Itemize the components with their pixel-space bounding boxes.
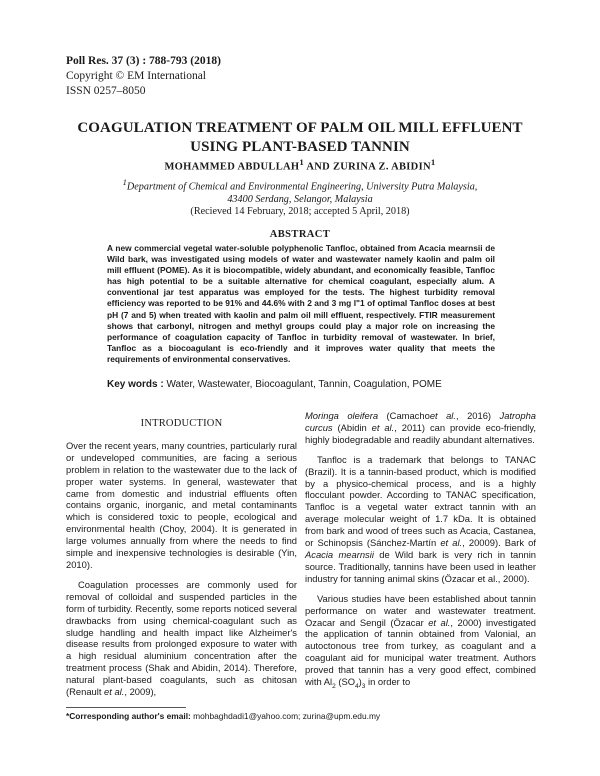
author-1-affil-mark: 1 xyxy=(299,157,305,167)
footnote-divider xyxy=(66,707,186,708)
footnote-emails: mohbaghdadi1@yahoo.com; zurina@upm.edu.my xyxy=(190,711,381,721)
keywords xyxy=(107,379,527,390)
right-column xyxy=(305,410,536,693)
right-p2-c: (SO xyxy=(335,676,356,688)
affiliation-line-1: Department of Chemical and Environmental Engineering, University Putra Malaysia, xyxy=(126,181,478,193)
right-p2-sub-3: 3 xyxy=(361,682,366,690)
right-p0-etal-2: et al. xyxy=(371,421,395,433)
right-p0-etal-1: et al. xyxy=(429,410,456,421)
keywords-text: Water, Wastewater, Biocoagulant, Tannin, Coagulation, POME xyxy=(166,379,442,390)
right-paragraph-1 xyxy=(305,454,536,585)
right-p2-b: , 2000) investigated the application of tannin obtained from Valonial, an autoctonous tree from turkey, as coagulant and a coagulant aid for municipal water treatment. Authors proved that tannin has a very good effect, combined with Al xyxy=(305,616,537,688)
author-2: ZURINA Z. ABIDIN xyxy=(332,161,431,173)
right-p2-d: ) xyxy=(358,676,362,688)
right-paragraph-0 xyxy=(305,410,536,446)
affiliation-mark: 1 xyxy=(122,177,127,187)
affiliation xyxy=(90,176,510,206)
introduction-heading: INTRODUCTION xyxy=(140,418,223,429)
species-jatropha: Jatropha curcus xyxy=(305,410,536,433)
right-p2-sub-1: 2 xyxy=(332,682,336,690)
intro-paragraph-2 xyxy=(66,579,297,698)
intro-p2-text: Coagulation processes are commonly used for removal of colloidal and suspended particles in the form of turbidity. Recently, some reports noticed several drawbacks from using chemical-coagulant such as sludge handling and health impact like Alzheimer's disease results from prolonged exposure to water with a high residual aluminium concentration after the treatment process (Shak and Abidin, 2014). Therefore, natural plant-based coagulants, such as chitosan (Renault xyxy=(66,578,297,698)
title-line-2: USING PLANT-BASED TANNIN xyxy=(190,139,410,155)
right-p0-c: (Abidin xyxy=(332,421,372,433)
species-acacia: Acacia mearnsii xyxy=(305,548,374,560)
author-list xyxy=(40,157,560,173)
author-1: MOHAMMED ABDULLAH xyxy=(164,161,300,173)
affiliation-line-2: 43400 Serdang, Selangor, Malaysia xyxy=(227,194,373,206)
issn-line: ISSN 0257–8050 xyxy=(66,85,146,97)
intro-paragraph-1: Over the recent years, many countries, particularly rural or undeveloped communities, are facing a serious problem in relation to the wastewater due to the lack of proper water systems. In general, wastewater that came from domestic and industrial effluents often contains organic, inorganic, and metal contaminants which is considered toxic to people, ecological and environmental health (Choy, 2004). It is generated in large volumes annually from where the needs to find simple and inexpensive technologies is desirable (Yin, 2010). xyxy=(66,439,297,570)
right-p2-sub-2: 4 xyxy=(355,682,359,690)
left-column xyxy=(66,418,297,698)
right-p1-etal: et al. xyxy=(440,537,463,549)
author-2-affil-mark: 1 xyxy=(430,157,436,167)
journal-header xyxy=(66,54,221,99)
copyright-line: Copyright © EM International xyxy=(66,70,207,82)
right-p0-d: , 2011) can provide eco-friendly, highly biodegradable and readily abundant alternatives. xyxy=(305,421,536,445)
right-p2-etal: et al. xyxy=(428,616,451,628)
footnote xyxy=(66,711,546,721)
right-p1-a: Tanfloc is a trademark that belongs to TANAC (Brazil). It is a tannin-based product, which is modified by a physico-chemical process, and is a highly flocculant powder. According to TANAC specification, Tanfloc is a vegetal water extract tannin with an average molecular weight of 1.7 kDa. It is obtained from bark and wood of trees such as Acacia, Castanea, or Schinopsis (Sánchez-Martín xyxy=(305,453,536,549)
author-and: AND xyxy=(304,161,333,173)
right-p2-a: Various studies have been established about tannin performance on water and wastewater treatment. Ozacar and Sengil (Özacar xyxy=(305,592,536,628)
intro-p2-etal: et al. xyxy=(104,686,125,698)
right-p1-b: , 20009). Bark of xyxy=(462,537,536,549)
right-p0-b: , 2016) xyxy=(456,410,500,421)
footnote-label: *Corresponding author's email: xyxy=(66,711,191,721)
keywords-label: Key words : xyxy=(107,379,167,390)
journal-reference: Poll Res. 37 (3) : 788-793 (2018) xyxy=(66,55,221,67)
right-p2-e: in order to xyxy=(365,676,411,688)
right-paragraph-2 xyxy=(305,593,536,693)
species-moringa: Moringa oleifera xyxy=(305,410,379,421)
received-dates: (Recieved 14 February, 2018; accepted 5 April, 2018) xyxy=(190,206,410,217)
right-p0-a: (Camacho xyxy=(378,410,430,421)
title-line-1: COAGULATION TREATMENT OF PALM OIL MILL EFFLUENT xyxy=(77,120,523,136)
paper-title xyxy=(40,119,560,157)
right-p1-c: de Wild bark is very rich in tannin source. Traditionally, tannins have been used in leather industry for tanning animal skins (Özacar et al., 2000). xyxy=(305,548,536,584)
abstract-text: A new commercial vegetal water-soluble polyphenolic Tanfloc, obtained from Acacia mearnsii de Wild bark, was investigated using models of water and wastewater namely kaolin and palm oil mill effluent (POME). As it is biocompatible, widely abundant, and economically feasible, Tanfloc has high potential to be a suitable alternative for chemical coagulant, especially alum. A conventional jar test apparatus was employed for the tests. The highest turbidity removal efficiency was reported to be 91% and 44.6% with 2 and 3 mg l"1 of optimal Tanfloc doses at best pH (7 and 5) when treated with kaolin and palm oil mill effluent, respectively. FTIR measurement shows that carbonyl, nitrogen and methyl groups could play a major role on increasing the performance of coagulation capacity of Tanfloc in turbidity removal of wastewater. In brief, Tanfloc as a biocoagulant is eco-friendly and it improves water quality that meets the requirements of environmental conservatives. xyxy=(107,243,495,364)
intro-p2-end: , 2009), xyxy=(124,686,157,698)
abstract-heading: ABSTRACT xyxy=(269,229,331,240)
